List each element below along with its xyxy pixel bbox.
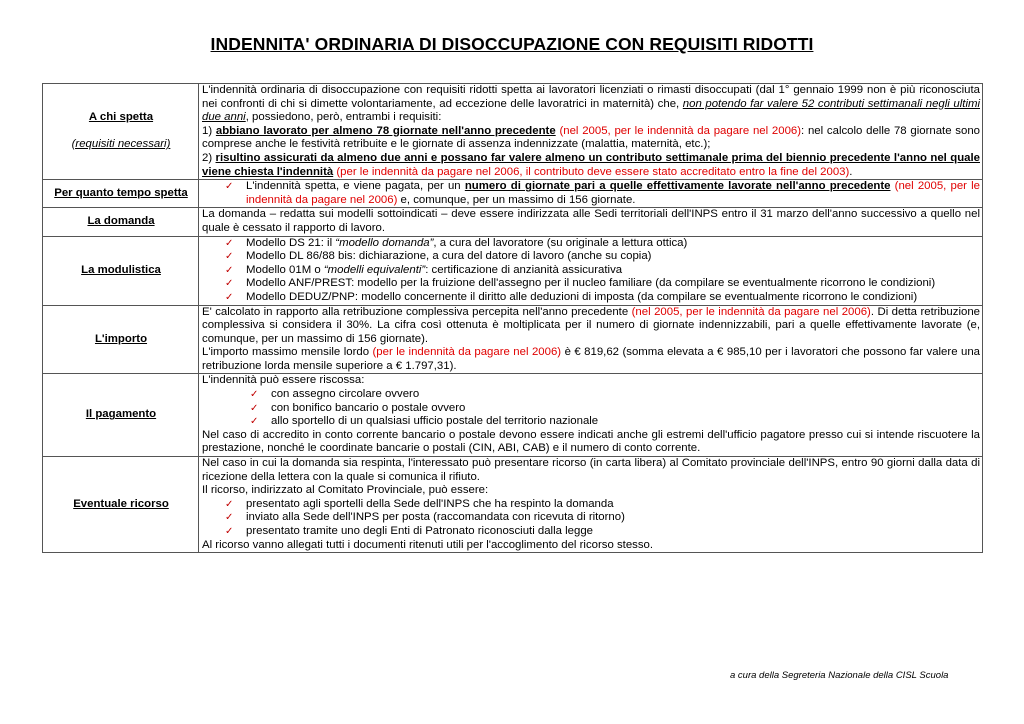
paragraph: Nel caso in cui la domanda sia respinta, l'interessato può presentare ricorso (in carta libera) al Comitato provinciale dell'INPS, entro 90 giorni dalla data di ricezione della lettera con la quale si comunica il rifiuto.: [202, 457, 980, 483]
row-content: [199, 374, 983, 457]
row-content: [199, 236, 983, 305]
red-note: (nel 2005, per le indennità da pagare nel 2006): [555, 124, 802, 137]
requirement-1: [202, 125, 980, 152]
emphasis-text: abbiano lavorato per almeno 78 giornate nell'anno precedente: [215, 124, 556, 137]
text: Modello DS 21: il: [246, 236, 336, 249]
info-table: [42, 83, 983, 553]
row-label: La domanda: [43, 208, 199, 236]
checklist: [202, 498, 980, 539]
list-item: ✓ presentato tramite uno degli Enti di Patronato riconosciuti dalla legge: [225, 525, 980, 539]
paragraph: [202, 84, 980, 125]
row-la-domanda: [43, 208, 983, 236]
text: : certificazione di anzianità assicurativa: [425, 263, 623, 276]
text: , possiedono, però, entrambi i requisiti:: [245, 111, 442, 124]
checklist: [202, 237, 980, 305]
text: .: [849, 165, 853, 178]
footer-credit: a cura della Segreteria Nazionale della CISL Scuola: [730, 670, 949, 681]
checklist: [202, 388, 980, 429]
row-l-importo: [43, 305, 983, 374]
row-per-quanto-tempo: [43, 180, 983, 208]
row-content: [199, 457, 983, 553]
row-content: [199, 84, 983, 180]
text: 2): [202, 151, 216, 164]
page-title: INDENNITA' ORDINARIA DI DISOCCUPAZIONE CON REQUISITI RIDOTTI: [210, 34, 814, 54]
list-item: [225, 237, 980, 251]
row-la-modulistica: [43, 236, 983, 305]
list-item: [225, 264, 980, 278]
paragraph: L'indennità può essere riscossa:: [202, 374, 365, 387]
text: . Di detta retribuzione complessiva si considera il 30%. La cifra così ottenuta è moltiplicata per il numero di giornate indennizzabili, pari a quelle effettivamente lavorate (e, comunque, per un massimo di 156 giornate).: [202, 305, 980, 345]
italic-text: “modelli equivalenti”: [323, 263, 426, 276]
list-item: ✓ con bonifico bancario o postale ovvero: [250, 402, 980, 416]
text: L'indennità ordinaria di disoccupazione con requisiti ridotti spetta ai lavoratori licenziati o rimasti disoccupati (dal 1° gennaio 1999 non è più riconosciuta nei confronti di chi si dimette volontariamente, ad eccezione delle lavoratrici in maternità) che,: [202, 84, 980, 110]
row-content: [199, 180, 983, 208]
red-note: (nel 2005, per le indennità da pagare nel 2006): [246, 180, 980, 206]
text: : nel calcolo delle 78 giornate sono comprese anche le festività retribuite e le giornate di assenza indennizzate (malattia, maternità, etc.);: [202, 124, 980, 151]
row-label-text: A chi spetta: [88, 111, 154, 124]
text: L'indennità spetta, e viene pagata, per un: [246, 180, 465, 193]
row-eventuale-ricorso: [43, 457, 983, 553]
text: è € 819,62 (somma elevata a € 985,10 per i lavoratori che possono far valere una retribuzione lorda mensile superiore a € 1.797,31).: [202, 346, 980, 372]
paragraph: [202, 306, 980, 347]
list-item: ✓ Modello ANF/PREST: modello per la fruizione dell'assegno per il nucleo familiare (da compilare se eventualmente ricorrono le condizioni): [225, 277, 980, 291]
emphasis-text: numero di giornate pari a quelle effettivamente lavorate nell'anno precedente: [464, 180, 891, 193]
row-label: L'importo: [43, 305, 199, 374]
text: 1): [202, 124, 216, 137]
italic-text: “modello domanda”: [335, 236, 434, 249]
text: E' calcolato in rapporto alla retribuzione complessiva percepita nell'anno precedente: [202, 305, 632, 318]
list-item: ✓ Modello DL 86/88 bis: dichiarazione, a cura del datore di lavoro (anche su copia): [225, 250, 980, 264]
row-a-chi-spetta: [43, 84, 983, 180]
red-note: (nel 2005, per le indennità da pagare nel 2006): [631, 305, 871, 318]
checklist: [202, 180, 980, 207]
paragraph: Al ricorso vanno allegati tutti i documenti ritenuti utili per l'accoglimento del ricorso stesso.: [202, 538, 654, 551]
paragraph: Nel caso di accredito in conto corrente bancario o postale devono essere indicati anche gli estremi dell'ufficio pagatore presso cui si intende riscuotere la prestazione, nonché le coordinate bancarie o postali (CIN, ABI, CAB) e il numero di conto corrente.: [202, 428, 980, 455]
red-note: (per le indennità da pagare nel 2006): [372, 346, 562, 359]
paragraph: Il ricorso, indirizzato al Comitato Provinciale, può essere:: [202, 484, 489, 497]
row-label: Eventuale ricorso: [43, 457, 199, 553]
row-label: Per quanto tempo spetta: [43, 180, 199, 208]
text: L'importo massimo mensile lordo: [202, 346, 373, 359]
row-content: La domanda – redatta sui modelli sottoindicati – deve essere indirizzata alle Sedi territoriali dell'INPS entro il 31 marzo dell'anno successivo a quello nel quale è cessato il rapporto di lavoro.: [199, 208, 983, 236]
row-label: Il pagamento: [43, 374, 199, 457]
list-item: ✓ Modello DEDUZ/PNP: modello concernente il diritto alle deduzioni di imposta (da compilare se eventualmente ricorrono le condizioni): [225, 291, 980, 305]
list-item: ✓ inviato alla Sede dell'INPS per posta (raccomandata con ricevuta di ritorno): [225, 511, 980, 525]
row-label: La modulistica: [43, 236, 199, 305]
text: Modello 01M o: [246, 263, 324, 276]
paragraph: [202, 346, 980, 373]
list-item: ✓ con assegno circolare ovvero: [250, 388, 980, 402]
emphasis-text: non potendo far valere 52 contributi settimanali negli ultimi due anni: [202, 97, 980, 124]
emphasis-text: risultino assicurati da almeno due anni e possano far valere almeno un contributo settimanale prima del biennio precedente l'anno nel quale viene chiesta l'indennità: [202, 151, 980, 178]
row-label: [43, 84, 199, 180]
row-il-pagamento: [43, 374, 983, 457]
list-item: ✓ allo sportello di un qualsiasi ufficio postale del territorio nazionale: [250, 415, 980, 429]
list-item: [225, 180, 980, 207]
row-content: [199, 305, 983, 374]
row-sublabel: (requisiti necessari): [71, 138, 171, 151]
requirement-2: [202, 152, 980, 179]
text: e, comunque, per un massimo di 156 giornate.: [397, 193, 636, 206]
text: , a cura del lavoratore (su originale a lettura ottica): [433, 236, 688, 249]
list-item: ✓ presentato agli sportelli della Sede dell'INPS che ha respinto la domanda: [225, 498, 980, 512]
red-note: (per le indennità da pagare nel 2006, il contributo deve essere stato accreditato entro la fine del 2003): [333, 165, 850, 178]
